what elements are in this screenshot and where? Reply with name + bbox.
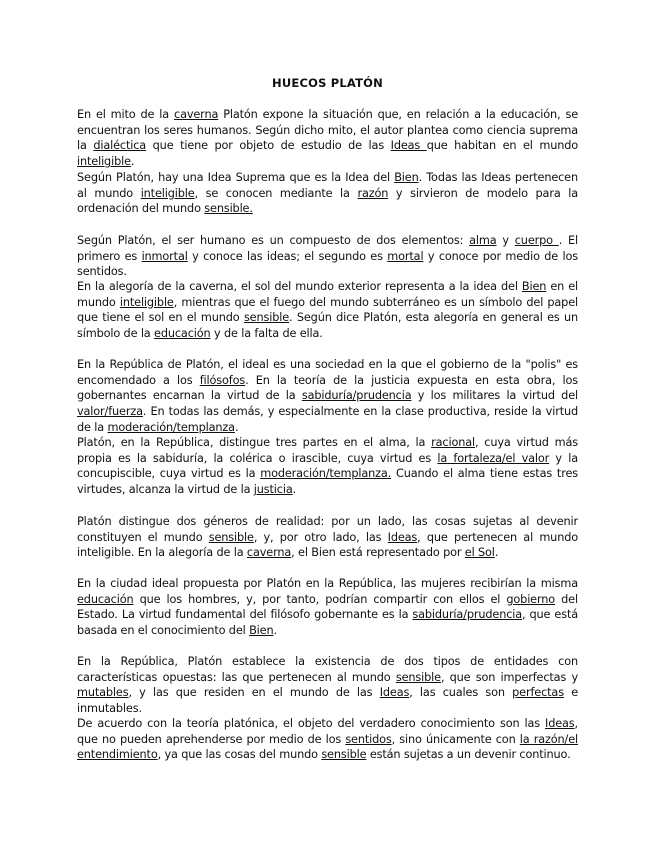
text-run: En la República de Platón, el ideal es una sociedad en la que el gobierno de la "polis" es encomendado a los (77, 358, 578, 387)
text-run: e inmutables. (77, 686, 579, 716)
text-run: , que no pueden aprehenderse por medio de los (77, 717, 578, 746)
filled-blank: sensible. (204, 202, 253, 216)
text-run: Según Platón, hay una Idea Suprema que es la Idea del (77, 171, 395, 184)
paragraph (77, 514, 578, 561)
text-run: , que está basada en el conocimiento del (77, 608, 578, 638)
text-run: En la alegoría de la caverna, el sol del mundo exterior representa a la idea del (77, 280, 522, 293)
text-run: , se conocen mediante la (194, 186, 358, 200)
filled-blank: moderación/templanza. (260, 467, 392, 481)
filled-blank: caverna (246, 546, 292, 560)
filled-blank: educación (77, 592, 134, 606)
paragraph (77, 279, 578, 342)
filled-blank: perfectas (512, 686, 564, 700)
filled-blank: sensible (395, 670, 441, 684)
filled-blank: caverna (174, 108, 219, 121)
text-run: y (496, 234, 515, 247)
text-run: . (273, 624, 277, 638)
text-run: . (234, 420, 239, 434)
text-run: Platón expone la situación que, en relación a la educación, se encuentran los seres humanos. Según dicho mito, el autor plantea como ciencia suprema la (77, 108, 578, 153)
text-run: , y las que residen en el mundo de las (128, 686, 380, 700)
text-run: que habitan en el mundo (426, 139, 578, 153)
text-run: del Estado. La virtud fundamental del filósofo gobernante es la (77, 592, 578, 622)
paragraph (77, 654, 578, 717)
text-run: En el mito de la (77, 108, 175, 121)
text-run: , que son imperfectas y (440, 670, 578, 684)
text-run: . (130, 155, 135, 169)
filled-blank: inteligible (119, 295, 174, 309)
filled-blank: mortal (387, 249, 424, 263)
text-run: y la concupiscible, cuya virtud es la (77, 451, 578, 481)
text-run: . El primero es (77, 234, 579, 263)
filled-blank: Ideas (379, 686, 410, 700)
filled-blank: sensible (208, 530, 254, 544)
filled-blank: racional (431, 436, 475, 449)
text-run: , cuya virtud más propia es la sabiduría, la colérica o irascible, cuya virtud es (77, 436, 579, 465)
text-run: y conoce por medio de los sentidos. (77, 249, 578, 279)
filled-blank: Bien (521, 280, 547, 293)
filled-blank: cuerpo (514, 234, 559, 247)
filled-blank: filósofos (199, 373, 246, 387)
text-run: . Todas las Ideas pertenecen al mundo (77, 171, 578, 200)
filled-blank: sabiduría/prudencia (412, 608, 523, 622)
text-run: Según Platón, el ser humano es un compuesto de dos elementos: (77, 234, 470, 247)
text-run: De acuerdo con la teoría platónica, el objeto del verdadero conocimiento son las (77, 717, 546, 730)
document-title: HUECOS PLATÓN (272, 76, 383, 90)
paragraph (77, 170, 578, 217)
text-run: , sino únicamente con (391, 732, 520, 746)
text-run: , el Bien está representado por (291, 546, 465, 560)
text-run: Cuando el alma tiene estas tres virtudes, alcanza la virtud de la (77, 467, 578, 497)
paragraph (77, 435, 578, 498)
text-run: . En la teoría de la justicia expuesta en esta obra, los gobernantes encarnan la virtud de la (77, 373, 578, 403)
text-run: , y, por otro lado, las (253, 530, 388, 544)
text-run: , mientras que el fuego del mundo subterráneo es un símbolo del papel que tiene el sol en el mundo (77, 295, 578, 325)
filled-blank: la fortaleza/el valor (437, 451, 550, 465)
filled-blank: moderación/templanza (107, 420, 235, 434)
paragraph (77, 716, 578, 763)
filled-blank: sensible (321, 748, 367, 762)
filled-blank: sentidos (345, 732, 392, 746)
filled-blank: razón (357, 186, 389, 200)
filled-blank: Ideas (390, 139, 427, 153)
text-run: , ya que las cosas del mundo (157, 748, 322, 762)
filled-blank: sensible (243, 311, 290, 325)
filled-blank: valor/fuerza (77, 405, 143, 419)
text-run: y de la falta de ella. (210, 327, 323, 341)
filled-blank: inteligible (140, 186, 195, 200)
filled-blank: inmortal (141, 249, 188, 263)
text-run: y sirvieron de modelo para la ordenación del mundo (77, 186, 578, 216)
filled-blank: Ideas (545, 717, 575, 730)
text-run: , las cuales son (409, 686, 513, 700)
text-run: . Según dice Platón, esta alegoría en general es un símbolo de la (77, 311, 579, 341)
text-run: están sujetas a un devenir continuo. (366, 748, 571, 762)
filled-blank: el Sol (464, 546, 495, 560)
text-run: y conoce las ideas; el segundo es (187, 249, 388, 263)
filled-blank: mutables (77, 686, 129, 700)
filled-blank: Ideas (387, 530, 418, 544)
text-run: En la República, Platón establece la existencia de dos tipos de entidades con características opuestas: las que pertenecen al mundo (77, 655, 578, 684)
text-run: , que pertenecen al mundo inteligible. En la alegoría de la (77, 530, 578, 560)
text-run: Platón distingue dos géneros de realidad: por un lado, las cosas sujetas al devenir constituyen el mundo (77, 515, 578, 544)
filled-blank: Bien (249, 624, 274, 638)
text-run: Platón, en la República, distingue tres partes en el alma, la (77, 436, 432, 449)
paragraph (77, 233, 578, 280)
filled-blank: inteligible (77, 155, 131, 169)
text-run: y los militares la virtud del (411, 389, 578, 403)
filled-blank: justicia (253, 483, 293, 497)
text-run: que tiene por objeto de estudio de las (146, 139, 391, 153)
text-run: . En todas las demás, y especialmente en la clase productiva, reside la virtud de la (77, 405, 578, 434)
text-run: que los hombres, y, por tanto, podrían compartir con ellos el (133, 592, 507, 606)
filled-blank: la razón/el entendimiento (77, 732, 578, 762)
text-run: . (292, 483, 297, 497)
text-run: En la ciudad ideal propuesta por Platón en la República, las mujeres recibirían la misma (77, 577, 578, 590)
filled-blank: educación (154, 327, 211, 341)
filled-blank: sabiduría/prudencia (301, 389, 412, 403)
paragraph (77, 107, 578, 170)
text-run: en el mundo (77, 280, 578, 309)
paragraph (77, 357, 578, 436)
text-run: . (494, 546, 499, 560)
paragraph (77, 576, 578, 639)
filled-blank: gobierno (506, 592, 556, 606)
filled-blank: dialéctica (93, 139, 147, 153)
filled-blank: Bien (394, 171, 419, 184)
filled-blank: alma (469, 234, 497, 247)
